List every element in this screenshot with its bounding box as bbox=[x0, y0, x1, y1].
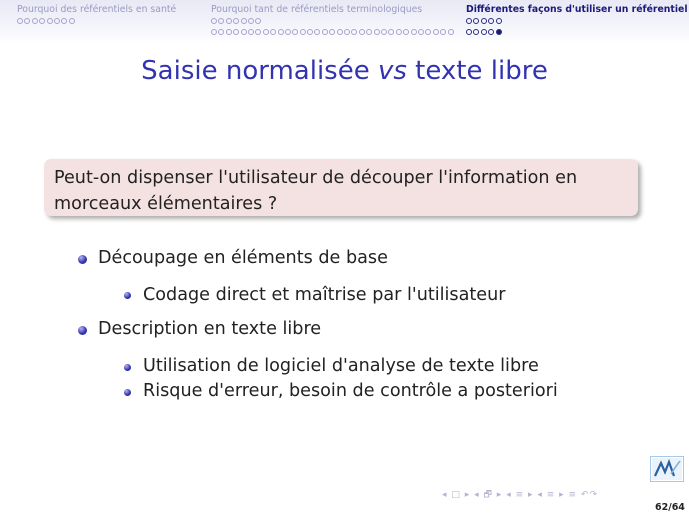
nav-dot-icon[interactable] bbox=[17, 18, 23, 24]
nav-dot-icon[interactable] bbox=[39, 18, 45, 24]
nav-dot-icon[interactable] bbox=[233, 29, 239, 35]
nav-dot-icon[interactable] bbox=[226, 29, 232, 35]
sub-bullet-icon bbox=[124, 364, 131, 371]
nav-section-3[interactable] bbox=[466, 4, 688, 37]
nav-dot-icon[interactable] bbox=[488, 29, 494, 35]
nav-dot-icon[interactable] bbox=[381, 29, 387, 35]
nav-dots bbox=[466, 27, 688, 37]
nav-dot-icon[interactable] bbox=[54, 18, 60, 24]
beamer-navigation-controls[interactable]: ◂ □ ▸ ◂ 🗗 ▸ ◂ ≡ ▸ ◂ ≡ ▸ ≡ ↶↷ bbox=[442, 490, 598, 500]
question-block bbox=[44, 159, 638, 216]
nav-dot-icon[interactable] bbox=[374, 29, 380, 35]
institution-logo-icon bbox=[650, 456, 684, 482]
nav-dots bbox=[211, 16, 455, 26]
nav-dot-icon[interactable] bbox=[448, 29, 454, 35]
nav-dot-icon[interactable] bbox=[255, 29, 261, 35]
nav-dot-icon[interactable] bbox=[440, 29, 446, 35]
nav-dot-icon[interactable] bbox=[481, 18, 487, 24]
sub-bullet-icon bbox=[124, 292, 131, 299]
nav-dot-icon[interactable] bbox=[344, 29, 350, 35]
nav-dot-icon[interactable] bbox=[466, 29, 472, 35]
nav-section-title[interactable]: Différentes façons d'utiliser un référentiel bbox=[466, 4, 688, 15]
nav-dot-icon[interactable] bbox=[473, 18, 479, 24]
nav-dot-icon[interactable] bbox=[307, 29, 313, 35]
nav-section-1[interactable] bbox=[17, 4, 176, 26]
nav-dot-icon[interactable] bbox=[351, 29, 357, 35]
nav-dot-icon[interactable] bbox=[496, 18, 502, 24]
nav-dot-icon[interactable] bbox=[466, 18, 472, 24]
question-line-2: morceaux élémentaires ? bbox=[54, 194, 278, 214]
nav-dot-icon[interactable] bbox=[255, 18, 261, 24]
title-emphasis: vs bbox=[377, 56, 407, 86]
nav-dot-icon[interactable] bbox=[418, 29, 424, 35]
bullet-icon bbox=[78, 326, 87, 335]
nav-dot-icon[interactable] bbox=[337, 29, 343, 35]
nav-dot-icon[interactable] bbox=[218, 29, 224, 35]
nav-dot-icon[interactable] bbox=[292, 29, 298, 35]
nav-dots bbox=[17, 16, 176, 26]
nav-dot-icon[interactable] bbox=[69, 18, 75, 24]
nav-dot-icon[interactable] bbox=[359, 29, 365, 35]
nav-dot-icon[interactable] bbox=[481, 29, 487, 35]
nav-section-2[interactable] bbox=[211, 4, 455, 37]
nav-dot-icon[interactable] bbox=[396, 29, 402, 35]
nav-dot-icon[interactable] bbox=[226, 18, 232, 24]
nav-dot-icon[interactable] bbox=[473, 29, 479, 35]
section-navigation-bar bbox=[0, 0, 689, 44]
page-number: 62/64 bbox=[655, 502, 685, 513]
bullet-item: Découpage en éléments de base bbox=[98, 248, 388, 268]
nav-dot-icon[interactable] bbox=[314, 29, 320, 35]
bullet-item: Description en texte libre bbox=[98, 319, 322, 339]
nav-dot-icon[interactable] bbox=[366, 29, 372, 35]
nav-dot-icon[interactable] bbox=[218, 18, 224, 24]
nav-dot-icon[interactable] bbox=[211, 29, 217, 35]
nav-dot-icon[interactable] bbox=[488, 18, 494, 24]
sub-bullet-item: Risque d'erreur, besoin de contrôle a posteriori bbox=[143, 381, 558, 401]
nav-dot-icon[interactable] bbox=[241, 29, 247, 35]
nav-dot-icon[interactable] bbox=[496, 29, 502, 35]
nav-dot-icon[interactable] bbox=[47, 18, 53, 24]
nav-dot-icon[interactable] bbox=[61, 18, 67, 24]
nav-dot-icon[interactable] bbox=[24, 18, 30, 24]
nav-dot-icon[interactable] bbox=[285, 29, 291, 35]
sub-bullet-item: Utilisation de logiciel d'analyse de texte libre bbox=[143, 356, 539, 376]
nav-dot-icon[interactable] bbox=[211, 18, 217, 24]
nav-dot-icon[interactable] bbox=[411, 29, 417, 35]
nav-dot-icon[interactable] bbox=[388, 29, 394, 35]
nav-dots bbox=[466, 16, 688, 26]
nav-dot-icon[interactable] bbox=[241, 18, 247, 24]
nav-dot-icon[interactable] bbox=[32, 18, 38, 24]
nav-dot-icon[interactable] bbox=[278, 29, 284, 35]
question-line-1: Peut-on dispenser l'utilisateur de découper l'information en bbox=[54, 168, 578, 188]
nav-dot-icon[interactable] bbox=[322, 29, 328, 35]
nav-dots bbox=[211, 27, 455, 37]
nav-dot-icon[interactable] bbox=[248, 29, 254, 35]
sub-bullet-item: Codage direct et maîtrise par l'utilisateur bbox=[143, 285, 506, 305]
nav-dot-icon[interactable] bbox=[403, 29, 409, 35]
nav-dot-icon[interactable] bbox=[263, 29, 269, 35]
nav-section-title[interactable]: Pourquoi tant de référentiels terminologiques bbox=[211, 4, 423, 15]
nav-section-title[interactable]: Pourquoi des référentiels en santé bbox=[17, 4, 177, 15]
nav-dot-icon[interactable] bbox=[329, 29, 335, 35]
nav-dot-icon[interactable] bbox=[233, 18, 239, 24]
nav-dot-icon[interactable] bbox=[433, 29, 439, 35]
nav-dot-icon[interactable] bbox=[300, 29, 306, 35]
nav-dot-icon[interactable] bbox=[270, 29, 276, 35]
title-part1: Saisie normalisée bbox=[141, 56, 378, 86]
title-part2: texte libre bbox=[406, 56, 548, 86]
nav-dot-icon[interactable] bbox=[248, 18, 254, 24]
slide-title bbox=[0, 56, 689, 86]
nav-dot-icon[interactable] bbox=[425, 29, 431, 35]
sub-bullet-icon bbox=[124, 389, 131, 396]
bullet-icon bbox=[78, 255, 87, 264]
